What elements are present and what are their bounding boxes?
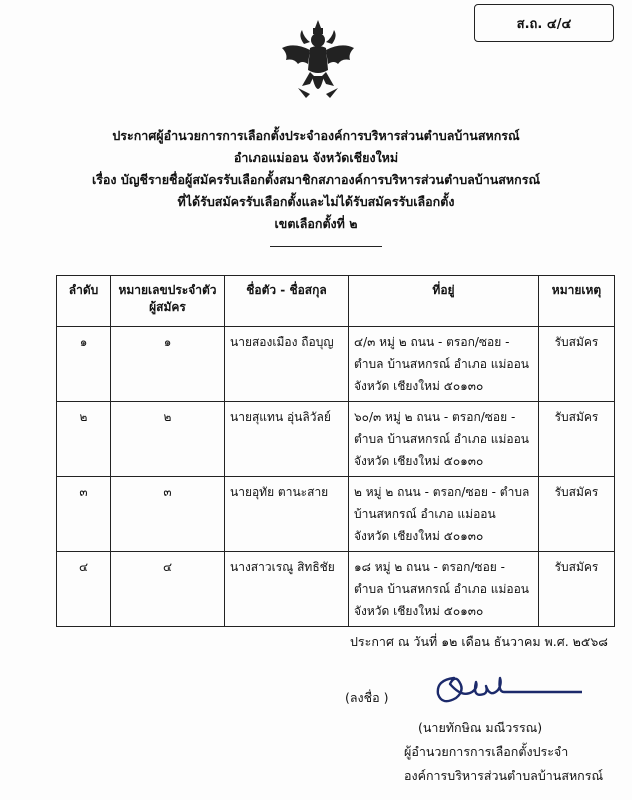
cell-order: ๓ <box>57 477 111 552</box>
heading-line-1: ประกาศผู้อำนวยการการเลือกตั้งประจำองค์การบริหารส่วนตำบลบ้านสหกรณ์ <box>112 128 520 143</box>
heading-line-4: ที่ได้รับสมัครรับเลือกตั้งและไม่ได้รับสมัครรับเลือกตั้ง <box>177 194 455 209</box>
header-name: ชื่อตัว - ชื่อสกุล <box>225 276 349 327</box>
heading-line-2: อำเภอแม่ออน จังหวัดเชียงใหม่ <box>233 150 399 165</box>
table-row <box>57 477 615 552</box>
table-row <box>57 402 615 477</box>
cell-name: นายสุแทน อุ่นลิวัลย์ <box>225 402 349 477</box>
header-order: ลำดับ <box>57 276 111 327</box>
header-address: ที่อยู่ <box>349 276 539 327</box>
announce-date: ประกาศ ณ วันที่ ๑๒ เดือน ธันวาคม พ.ศ. ๒๕๖๘ <box>350 634 608 649</box>
table-row <box>57 327 615 402</box>
table-row <box>57 552 615 627</box>
signer-title-1: ผู้อำนวยการการเลือกตั้งประจำ <box>404 744 569 759</box>
form-code-box <box>474 4 614 42</box>
garuda-emblem-icon <box>280 18 356 104</box>
candidates-table <box>56 275 615 627</box>
cell-number: ๑ <box>111 327 225 402</box>
cell-remark: รับสมัคร <box>539 552 615 627</box>
cell-remark: รับสมัคร <box>539 327 615 402</box>
cell-order: ๒ <box>57 402 111 477</box>
cell-name: นายอุทัย ตานะสาย <box>225 477 349 552</box>
cell-order: ๑ <box>57 327 111 402</box>
cell-name: นางสาวเรณู สิทธิชัย <box>225 552 349 627</box>
signer-name: (นายทักษิณ มณีวรรณ) <box>418 720 543 735</box>
cell-address: ๒ หมู่ ๒ ถนน - ตรอก/ซอย - ตำบล บ้านสหกรณ์ อำเภอ แม่ออน จังหวัด เชียงใหม่ ๕๐๑๓๐ <box>349 477 539 552</box>
heading-line-3: เรื่อง บัญชีรายชื่อผู้สมัครรับเลือกตั้งสมาชิกสภาองค์การบริหารส่วนตำบลบ้านสหกรณ์ <box>91 172 541 187</box>
cell-remark: รับสมัคร <box>539 402 615 477</box>
cell-name: นายสองเมือง ถือบุญ <box>225 327 349 402</box>
cell-order: ๔ <box>57 552 111 627</box>
header-number: หมายเลขประจำตัว ผู้สมัคร <box>111 276 225 327</box>
cell-remark: รับสมัคร <box>539 477 615 552</box>
cell-number: ๒ <box>111 402 225 477</box>
cell-number: ๔ <box>111 552 225 627</box>
form-code-text: ส.ถ. ๔/๔ <box>516 16 572 32</box>
signer-title-2: องค์การบริหารส่วนตำบลบ้านสหกรณ์ <box>404 768 604 783</box>
cell-number: ๓ <box>111 477 225 552</box>
heading-line-5: เขตเลือกตั้งที่ ๒ <box>274 216 358 231</box>
signature-mark <box>432 668 582 718</box>
table-header-row <box>57 276 615 327</box>
signed-label: (ลงชื่อ ) <box>345 690 389 705</box>
heading-divider <box>270 246 382 247</box>
cell-address: ๔/๓ หมู่ ๒ ถนน - ตรอก/ซอย - ตำบล บ้านสหกรณ์ อำเภอ แม่ออน จังหวัด เชียงใหม่ ๕๐๑๓๐ <box>349 327 539 402</box>
cell-address: ๖๐/๓ หมู่ ๒ ถนน - ตรอก/ซอย - ตำบล บ้านสหกรณ์ อำเภอ แม่ออน จังหวัด เชียงใหม่ ๕๐๑๓๐ <box>349 402 539 477</box>
cell-address: ๑๘ หมู่ ๒ ถนน - ตรอก/ซอย - ตำบล บ้านสหกรณ์ อำเภอ แม่ออน จังหวัด เชียงใหม่ ๕๐๑๓๐ <box>349 552 539 627</box>
header-remark: หมายเหตุ <box>539 276 615 327</box>
